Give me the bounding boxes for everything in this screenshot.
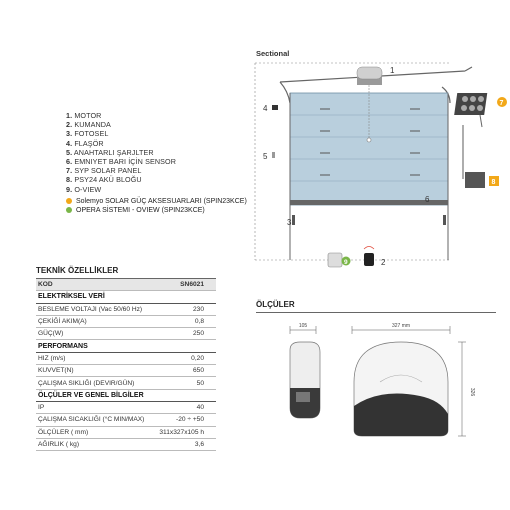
dim-height: 326 (469, 387, 475, 397)
spec-section-header: ÖLÇÜLER VE GENEL BİLGİLER (36, 389, 216, 401)
dim-side-width: 105 (298, 323, 308, 329)
table-row: IP 40 (36, 401, 216, 413)
table-row: ÇALIŞMA SICAKLIĞI (°C MIN/MAX) -20 ÷ +50 (36, 414, 216, 426)
table-row: ÖLÇÜLER ( mm) 311x327x105 h (36, 426, 216, 438)
table-row: HIZ (m/s) 0,20 (36, 352, 216, 364)
table-row: ÇALIŞMA SIKLIĞI (DEVIR/GÜN) 50 (36, 377, 216, 389)
legend-item: 5. ANAHTARLI ŞARJLTER (66, 147, 154, 157)
svg-text:9: 9 (344, 259, 348, 266)
svg-text:3: 3 (287, 218, 292, 227)
legend-item: 2. KUMANDA (66, 120, 111, 130)
battery-box-icon (465, 172, 485, 188)
motor-side-view (290, 342, 320, 418)
table-row: BESLEME VOLTAJI (Vac 50/60 Hz) 230 (36, 303, 216, 315)
accessory-opera: OPERA SİSTEMI - OVIEW (SPIN23KCE) (66, 207, 286, 214)
table-row: GÜÇ(W) 250 (36, 328, 216, 340)
installation-diagram (250, 45, 510, 275)
table-row: AĞIRLIK ( kg) 3,6 (36, 438, 216, 450)
svg-text:5: 5 (263, 152, 268, 161)
legend-item: 8. PSY24 AKÜ BLOĞU (66, 175, 142, 185)
oview-device-icon (328, 253, 342, 267)
solar-dot-icon (66, 198, 72, 204)
photocell-icon (292, 215, 295, 225)
spec-section-header: PERFORMANS (36, 340, 216, 352)
dimensions-divider (256, 312, 496, 313)
svg-text:7: 7 (499, 100, 504, 107)
remote-control-icon (364, 253, 374, 266)
svg-text:2: 2 (381, 258, 386, 267)
dimension-drawing (280, 318, 480, 458)
svg-text:6: 6 (425, 195, 430, 204)
svg-text:1: 1 (390, 66, 395, 75)
spec-section-header: ELEKTRİKSEL VERİ (36, 291, 216, 303)
dimensions-title: ÖLÇÜLER (256, 300, 295, 309)
accessory-solar: Solemyo SOLAR GÜÇ AKSESUARLARI (SPIN23KCE) (66, 198, 286, 205)
svg-text:8: 8 (491, 179, 496, 186)
spec-table (36, 266, 216, 451)
spec-title: TEKNİK ÖZELLİKLER (36, 266, 119, 275)
flasher-icon (272, 105, 278, 110)
legend-item: 1. MOTOR (66, 111, 102, 120)
legend-item: 3. FOTOSEL (66, 129, 109, 139)
motor-front-view (354, 342, 448, 436)
legend-item: 4. FLAŞÖR (66, 138, 104, 148)
solar-panel-icon (454, 93, 487, 127)
svg-text:4: 4 (263, 104, 268, 113)
legend-item: 9. O-VIEW (66, 184, 102, 194)
table-row: KUVVET(N) 650 (36, 365, 216, 377)
table-row: ÇEKİĞİ AKIM(A) 0,8 (36, 315, 216, 327)
legend-item: 6. EMNIYET BARI İÇİN SENSOR (66, 157, 177, 167)
diagram-title: Sectional (256, 49, 290, 58)
opera-dot-icon (66, 207, 72, 213)
legend-item: 7. SYP SOLAR PANEL (66, 166, 142, 176)
dim-front-width: 327 mm (391, 323, 411, 329)
table-row: KOD SN6021 (36, 279, 216, 291)
component-legend (66, 111, 286, 214)
